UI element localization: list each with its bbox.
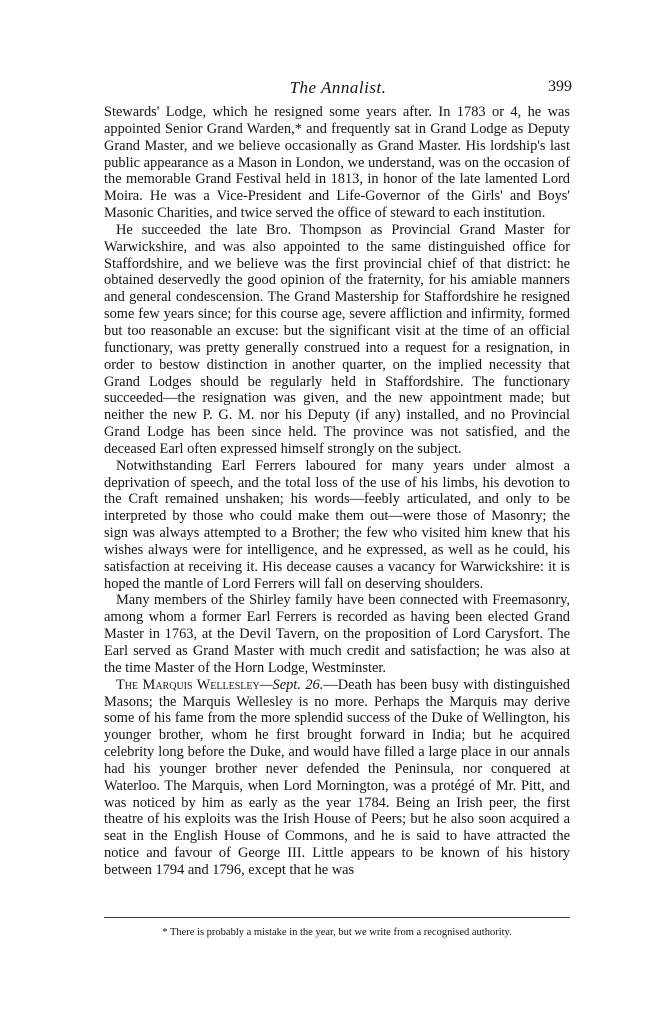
section-date: —Sept. 26.	[259, 676, 324, 693]
body-text	[104, 104, 570, 879]
paragraph-notwithstanding: Notwithstanding Earl Ferrers laboured for many years under almost a deprivation of speech, and the total loss of the use of his limbs, his devotion to the Craft remained unshaken; his words—feebly articulated, and only to be interpreted by those who could make them out—were those of Masonry; the sign was always attempted to a Brother; the few who visited him knew that his wishes always were for intelligence, and he expressed, as well as he could, his satisfaction at receiving it. His decease causes a vacancy for Warwickshire: it is hoped the mantle of Lord Ferrers will fall on deserving shoulders.	[104, 457, 570, 592]
paragraph-provincial-grand-master: He succeeded the late Bro. Thompson as Provincial Grand Master for Warwickshire, and was also appointed to the same distinguished office for Staffordshire, and we believe was the first provincial chief of that district: he obtained deservedly the good opinion of the fraternity, for his amiable manners and general condescension. The Grand Mastership for Staffordshire he resigned some few years since; for this course age, severe affliction and infirmity, formed but too reasonable an excuse: but the significant visit at the time of an official functionary, was pretty generally construed into a request for a resignation, in order to bestow distinction in another quarter, on the implied necessity that Grand Lodges should be regularly held in Staffordshire. The functionary succeeded—the resignation was given, and the new appointment made; but neither the new P. G. M. nor his Deputy (if any) installed, and no Provincial Grand Lodge has been since held. The province was not satisfied, and the deceased Earl often expressed himself strongly on the subject.	[104, 221, 570, 457]
section-heading: The Marquis Wellesley	[116, 676, 260, 693]
footnote: * There is probably a mistake in the year, but we write from a recognised authority.	[162, 927, 512, 938]
footnote-divider	[104, 917, 570, 918]
paragraph-stewards-lodge: Stewards' Lodge, which he resigned some years after. In 1783 or 4, he was appointed Senior Grand Warden,* and frequently sat in Grand Lodge as Deputy Grand Master, and we believe occasionally as Grand Master. His lordship's last public appearance as a Mason in London, we understand, was on the occasion of the memorable Grand Festival held in 1813, in honor of the late lamented Lord Moira. He was a Vice-President and Life-Governor of the Girls' and Boys' Masonic Charities, and twice served the office of steward to each institution.	[104, 104, 570, 222]
running-title: The Annalist.	[289, 78, 387, 97]
page-number: 399	[548, 78, 572, 95]
paragraph-shirley-family: Many members of the Shirley family have been connected with Freemasonry, among whom a former Earl Ferrers is recorded as having been elected Grand Master in 1763, at the Devil Tavern, on the proposition of Lord Carysfort. The Earl served as Grand Master with much credit and satisfaction; he was also at the time Master of the Horn Lodge, Westminster.	[104, 592, 570, 676]
paragraph-marquis-wellesley	[104, 677, 570, 879]
section-text: —Death has been busy with distinguished Masons; the Marquis Wellesley is no more. Perhaps the Marquis may derive some of his fame from the more splendid success of the Duke of Wellington, his younger brother, whom he first brought forward in India; but he acquired celebrity long before the Duke, and would have filled a large place in our annals had his younger brother never defended the Peninsula, nor conquered at Waterloo. The Marquis, when Lord Mornington, was a protégé of Mr. Pitt, and was noticed by him as early as the year 1784. Being an Irish peer, the first theatre of his exploits was the Irish House of Peers; but he also soon acquired a seat in the English House of Commons, and he is said to have attracted the notice and favour of George III. Little appears to be known of his history between 1794 and 1796, except that he was	[104, 676, 570, 878]
page-header	[104, 78, 572, 102]
